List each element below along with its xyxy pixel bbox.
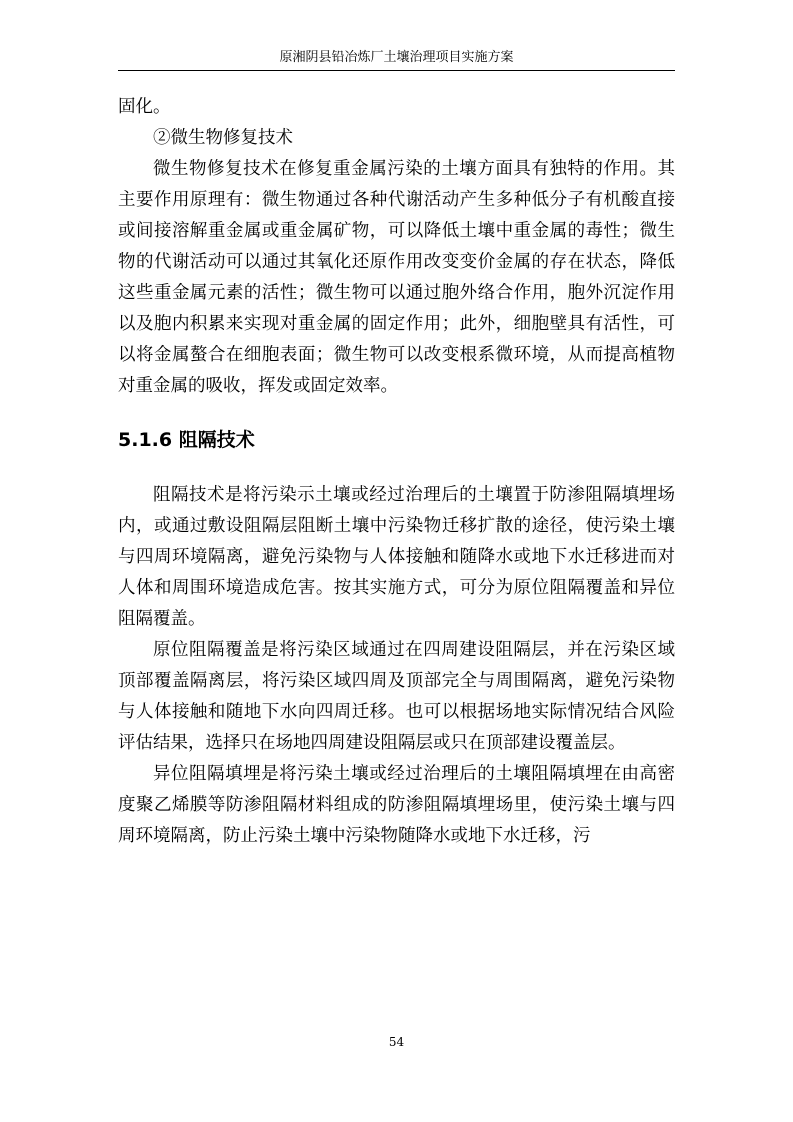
paragraph-microbial-remediation: 微生物修复技术在修复重金属污染的土壤方面具有独特的作用。其主要作用原理有：微生物通过各种代谢活动产生多种低分子有机酸直接或间接溶解重金属或重金属矿物，可以降低土壤中重金属的毒性；微生物的代谢活动可以通过其氧化还原作用改变变价金属的存在状态，降低这些重金属元素的活性；微生物可以通过胞外络合作用，胞外沉淀作用以及胞内积累来实现对重金属的固定作用；此外，细胞壁具有活性，可以将金属螯合在细胞表面；微生物可以改变根系微环境，从而提高植物对重金属的吸收，挥发或固定效率。 — [118, 159, 675, 396]
section-heading-barrier-technology: 5.1.6 阻隔技术 — [118, 429, 255, 451]
header-rule — [118, 70, 675, 71]
paragraph-ex-situ-barrier: 异位阻隔填埋是将污染土壤或经过治理后的土壤阻隔填埋在由高密度聚乙烯膜等防渗阻隔材料组成的防渗阻隔填埋场里，使污染土壤与四周环境隔离，防止污染土壤中污染物随降水或地下水迁移，污 — [118, 764, 675, 846]
page-number: 54 — [388, 1035, 405, 1049]
page-body — [118, 92, 675, 852]
paragraph-barrier-technology: 阻隔技术是将污染示土壤或经过治理后的土壤置于防渗阻隔填埋场内，或通过敷设阻隔层阻断土壤中污染物迁移扩散的途径，使污染土壤与四周环境隔离，避免污染物与人体接触和随降水或地下水迁移进而对人体和周围环境造成危害。按其实施方式，可分为原位阻隔覆盖和异位阻隔覆盖。 — [118, 485, 675, 629]
paragraph-continued: 固化。 — [118, 97, 171, 117]
running-header: 原湘阴县铅冶炼厂土壤治理项目实施方案 — [279, 50, 514, 65]
paragraph-in-situ-barrier: 原位阻隔覆盖是将污染区域通过在四周建设阻隔层，并在污染区域顶部覆盖隔离层，将污染区域四周及顶部完全与周围隔离，避免污染物与人体接触和随地下水向四周迁移。也可以根据场地实际情况结合风险评估结果，选择只在场地四周建设阻隔层或只在顶部建设覆盖层。 — [118, 640, 675, 753]
subheading-microbial-remediation: ②微生物修复技术 — [153, 128, 293, 148]
